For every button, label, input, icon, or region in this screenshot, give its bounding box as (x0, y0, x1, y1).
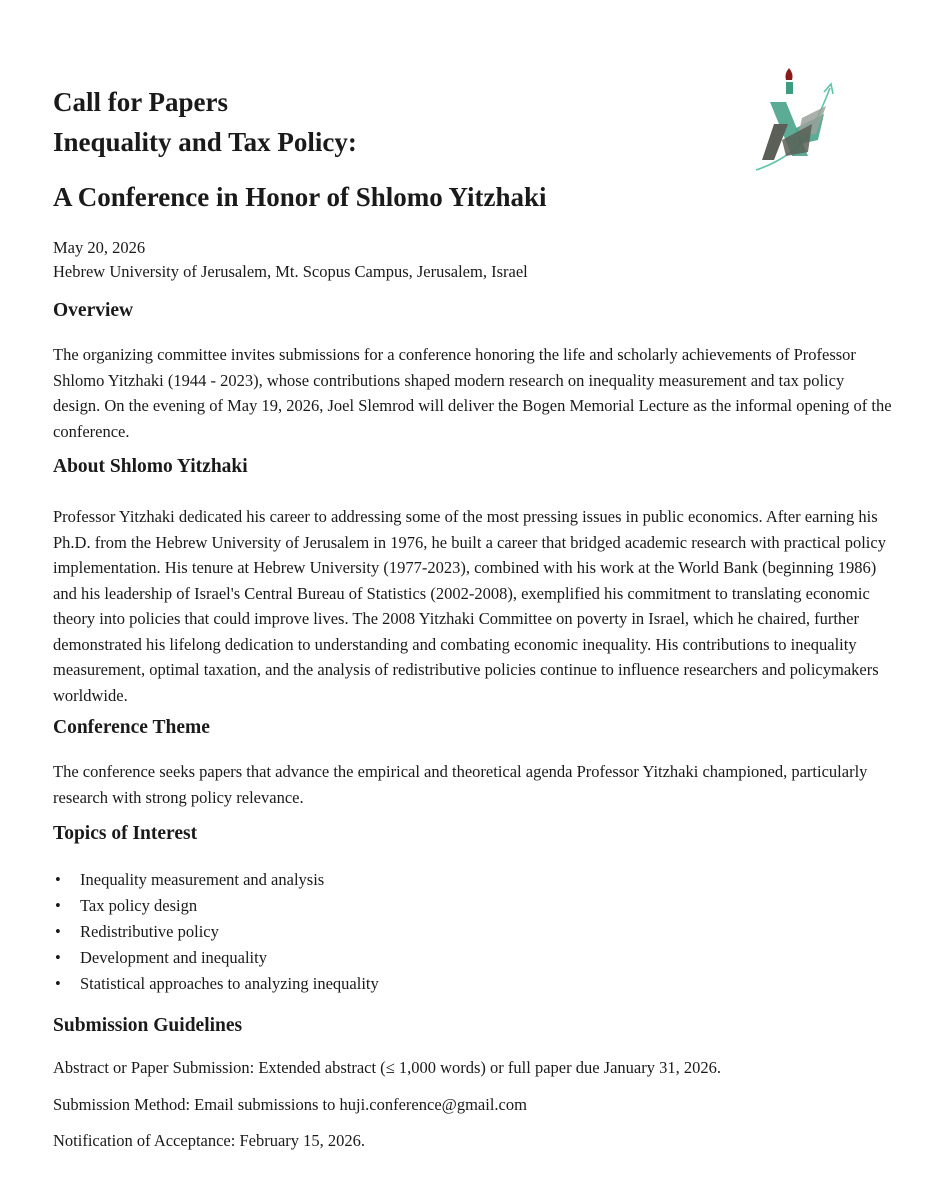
bullet-icon: • (55, 870, 61, 889)
topics-section (53, 821, 893, 997)
overview-section (53, 298, 893, 444)
theme-heading: Conference Theme (53, 717, 210, 738)
bullet-icon: • (55, 922, 61, 941)
submission-heading: Submission Guidelines (53, 1015, 243, 1036)
submission-deadline: Abstract or Paper Submission: Extended abstract (≤ 1,000 words) or full paper due January 31, 2026. (53, 1058, 721, 1077)
notification-date: Notification of Acceptance: February 15, 2026. (53, 1131, 366, 1150)
event-location: Hebrew University of Jerusalem, Mt. Scopus Campus, Jerusalem, Israel (53, 262, 528, 281)
topics-list (53, 867, 893, 997)
list-item: • Inequality measurement and analysis (53, 867, 893, 893)
topics-heading: Topics of Interest (53, 823, 198, 844)
list-item: • Statistical approaches to analyzing inequality (53, 971, 893, 997)
conference-logo-icon (752, 62, 838, 174)
theme-section (53, 715, 893, 810)
title-conference-topic: Inequality and Tax Policy: (53, 127, 357, 157)
title-conference-honor: A Conference in Honor of Shlomo Yitzhaki (53, 182, 547, 212)
event-date: May 20, 2026 (53, 238, 146, 257)
theme-text: The conference seeks papers that advance the empirical and theoretical agenda Professor Yitzhaki championed, particularly research with strong policy relevance. (53, 762, 868, 807)
list-item: • Development and inequality (53, 945, 893, 971)
overview-text: The organizing committee invites submissions for a conference honoring the life and scholarly achievements of Professor Shlomo Yitzhaki (1944 - 2023), whose contributions shaped modern research on inequality measurement and tax policy design. On the evening of May 19, 2026, Joel Slemrod will deliver the Bogen Memorial Lecture as the informal opening of the conference. (53, 345, 892, 441)
bullet-icon: • (55, 974, 61, 993)
bullet-icon: • (55, 896, 61, 915)
about-section (53, 454, 893, 708)
submission-method: Submission Method: Email submissions to huji.conference@gmail.com (53, 1094, 527, 1114)
list-item: • Tax policy design (53, 893, 893, 919)
title-call-for-papers: Call for Papers (53, 87, 228, 117)
bullet-icon: • (55, 948, 61, 967)
about-heading: About Shlomo Yitzhaki (53, 456, 248, 477)
overview-heading: Overview (53, 300, 134, 321)
event-details (53, 236, 528, 284)
list-item: • Redistributive policy (53, 919, 893, 945)
submission-section (53, 1013, 893, 1154)
about-text: Professor Yitzhaki dedicated his career to addressing some of the most pressing issues in public economics. After earning his Ph.D. from the Hebrew University of Jerusalem in 1976, he built a career that bridged academic research with practical policy implementation. His tenure at Hebrew University (1977-2023), combined with his work at the World Bank (beginning 1986) and his leadership of Israel's Central Bureau of Statistics (2002-2008), exemplified his commitment to translating economic theory into policies that could improve lives. The 2008 Yitzhaki Committee on poverty in Israel, which he chaired, further demonstrated his lifelong dedication to understanding and combating economic inequality. His contributions to inequality measurement, optimal taxation, and the analysis of redistributive policies continue to influence researchers and policymakers worldwide. (53, 507, 886, 705)
